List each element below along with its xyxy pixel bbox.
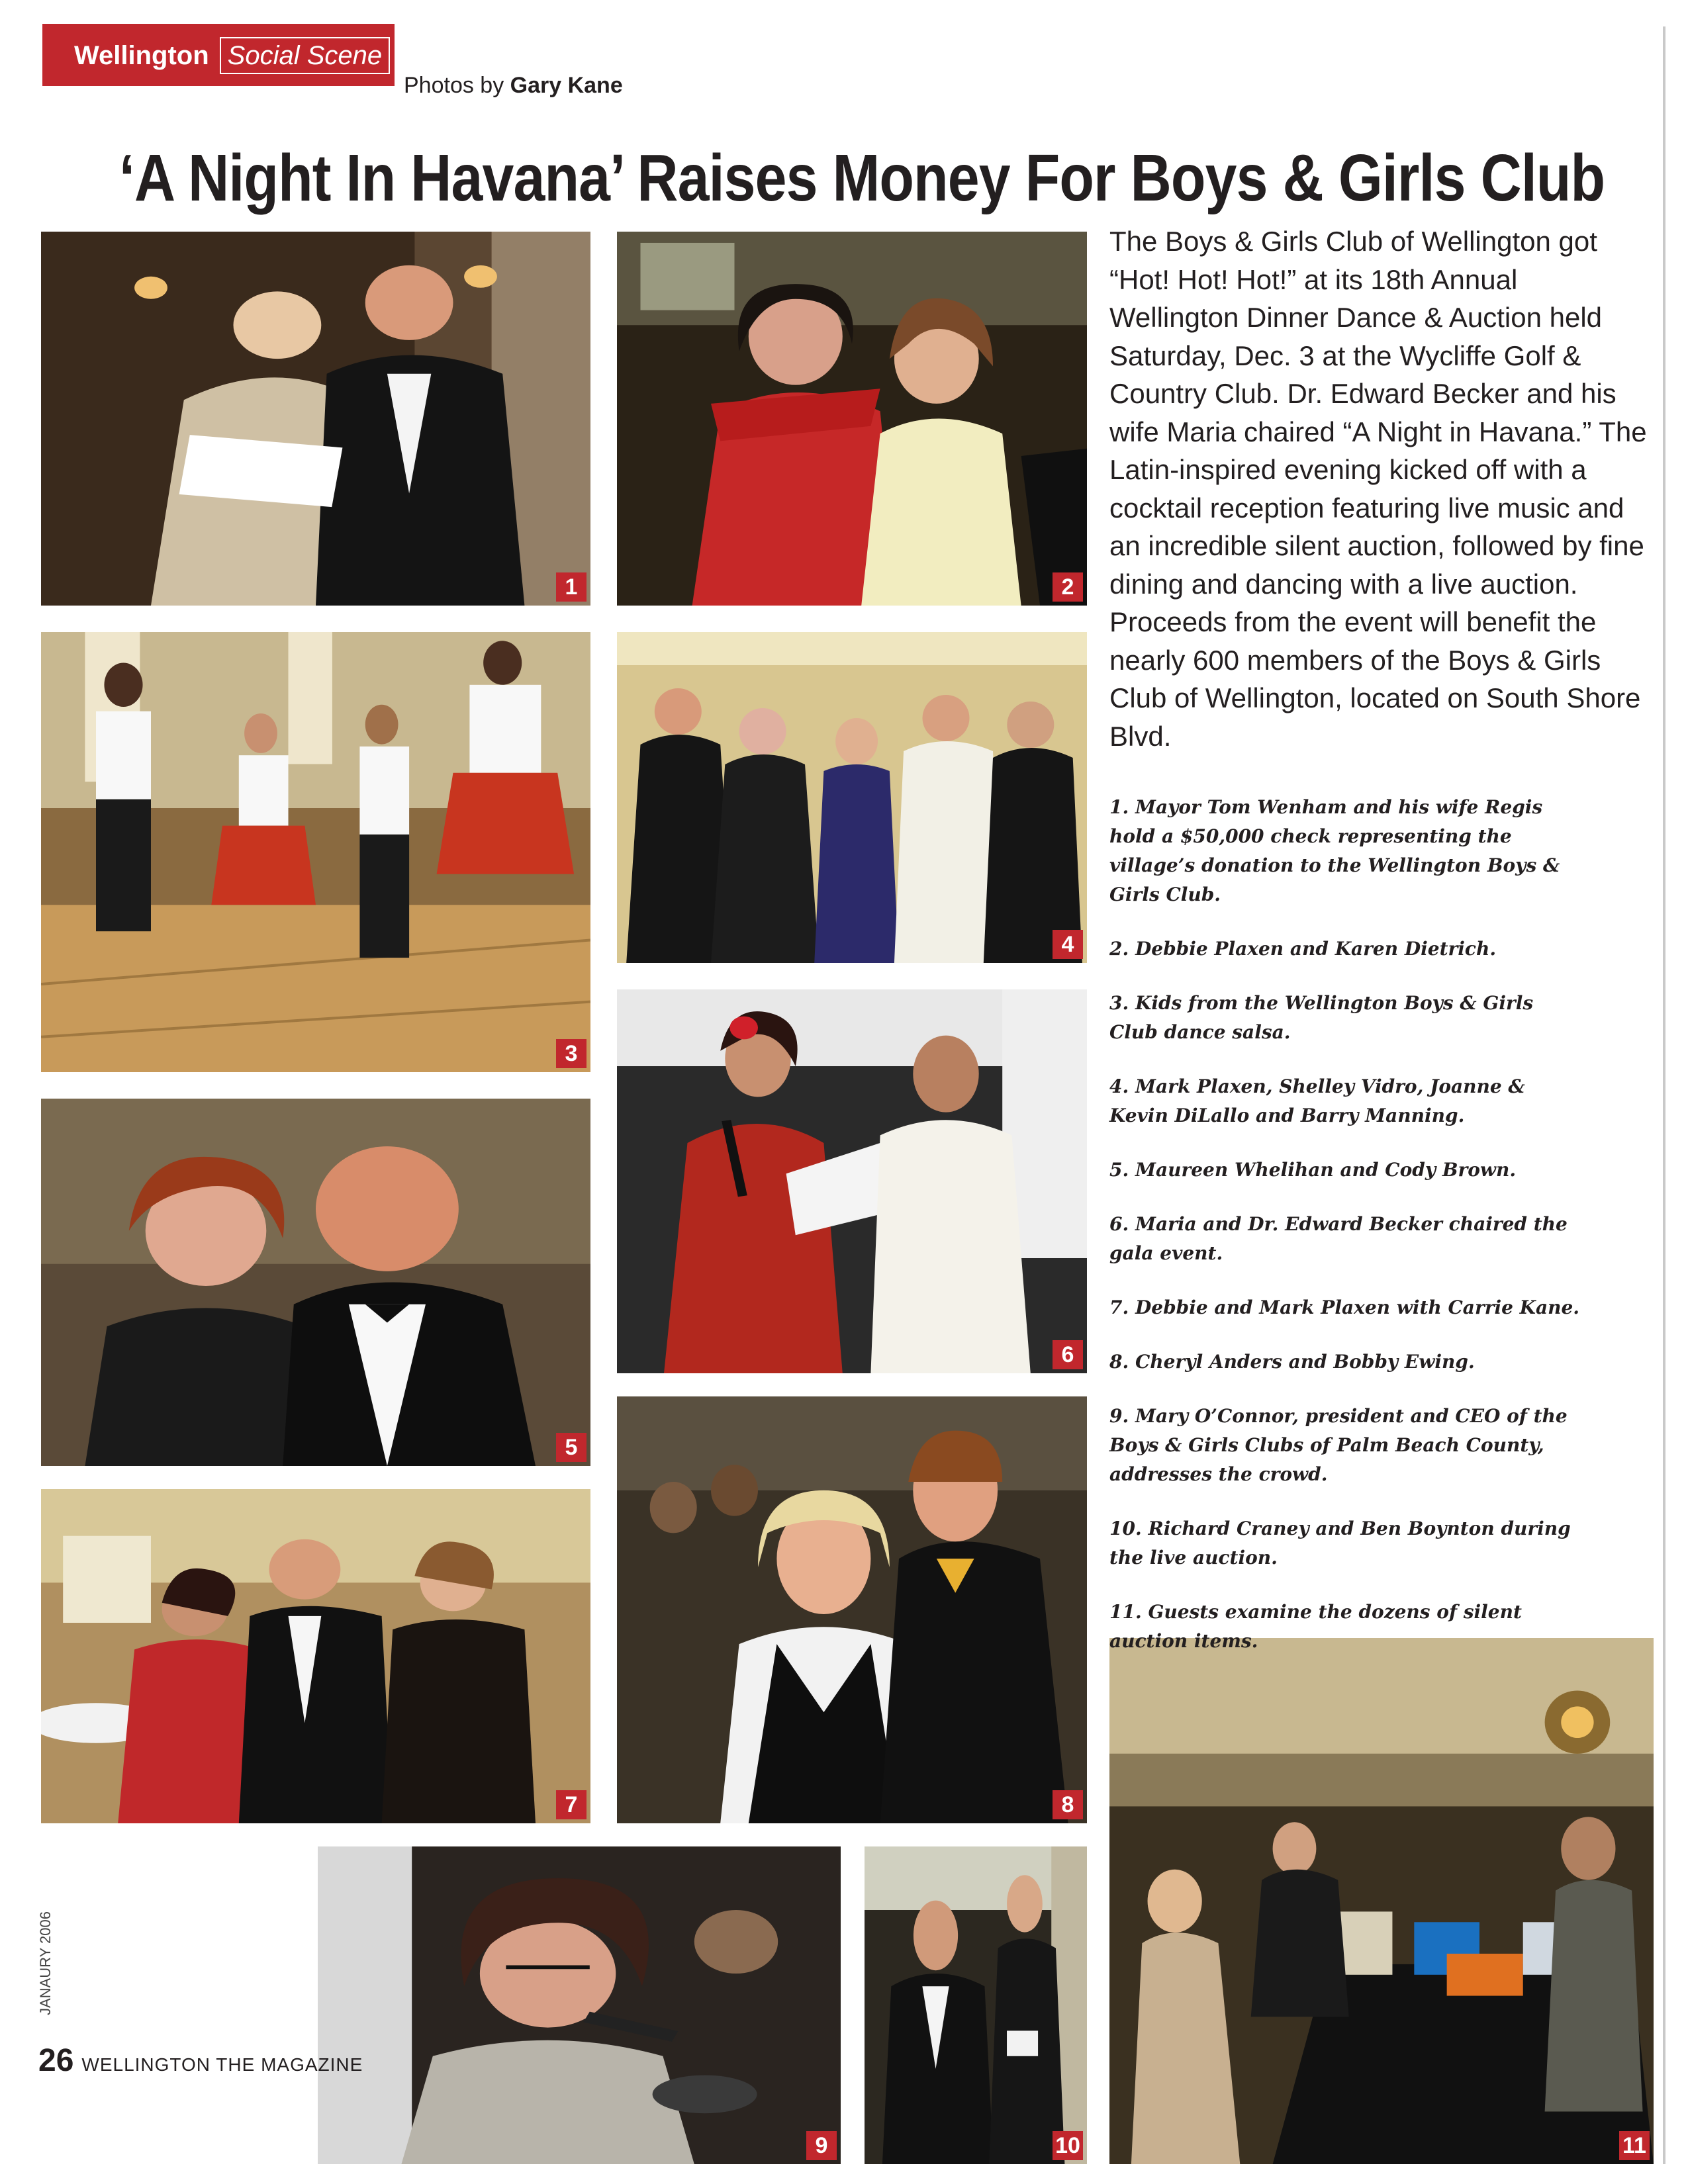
photo-number-badge: 9: [806, 2131, 837, 2160]
photo-10: [865, 1846, 1087, 2164]
photo-number-badge: 2: [1053, 572, 1083, 602]
magazine-name: WELLINGTON THE MAGAZINE: [81, 2054, 363, 2075]
photo-8-scene: [617, 1396, 1087, 1823]
caption-item: 7. Debbie and Mark Plaxen with Carrie Kane.: [1109, 1297, 1580, 1318]
photographer-name: Gary Kane: [510, 73, 623, 98]
caption-item: 8. Cheryl Anders and Bobby Ewing.: [1109, 1351, 1475, 1373]
caption-item: 4. Mark Plaxen, Shelley Vidro, Joanne & Kevin DiLallo and Barry Manning.: [1109, 1075, 1525, 1126]
section-subname: Social Scene: [220, 37, 390, 74]
section-name: Wellington: [74, 40, 209, 70]
photo-2: [617, 232, 1087, 606]
photo-11: [1109, 1638, 1654, 2164]
photo-credit: [404, 73, 623, 99]
photo-6: [617, 989, 1087, 1373]
photo-number-badge: 1: [556, 572, 586, 602]
page-edge-rule: [1663, 26, 1665, 2164]
photo-number-badge: 11: [1619, 2131, 1650, 2160]
photo-number-badge: 10: [1053, 2131, 1083, 2160]
photo-1-scene: [41, 232, 590, 606]
photo-number-badge: 6: [1053, 1340, 1083, 1369]
caption-item: 6. Maria and Dr. Edward Becker chaired the gala event.: [1109, 1213, 1568, 1264]
photo-3: [41, 632, 590, 1072]
folio: [38, 2042, 363, 2079]
caption-item: 9. Mary O’Connor, president and CEO of the Boys & Girls Clubs of Palm Beach County, addresses the crowd.: [1109, 1405, 1568, 1485]
caption-item: 5. Maureen Whelihan and Cody Brown.: [1109, 1159, 1517, 1181]
intro-paragraph: The Boys & Girls Club of Wellington got “Hot! Hot! Hot!” at its 18th Annual Wellington Dinner Dance & Auction held Saturday, Dec. 3 at the Wycliffe Golf & Country Club. Dr. Edward Becker and his wife Maria chaired “A Night in Havana.” The Latin-inspired evening kicked off with a cocktail reception featuring live music and an incredible silent auction, followed by fine dining and dancing with a live auction. Proceeds from the event will benefit the nearly 600 members of the Boys & Girls Club of Wellington, located on South Shore Blvd.: [1109, 226, 1647, 752]
section-label: [74, 29, 390, 82]
caption-item: 3. Kids from the Wellington Boys & Girls Club dance salsa.: [1109, 992, 1534, 1043]
caption-list: [1109, 793, 1586, 1681]
headline: ‘A Night In Havana’ Raises Money For Boys & Girls Club: [119, 141, 1605, 215]
photo-10-scene: [865, 1846, 1087, 2164]
photo-7-scene: [41, 1489, 590, 1823]
photo-4-scene: [617, 632, 1087, 963]
photo-number-badge: 8: [1053, 1790, 1083, 1819]
photo-8: [617, 1396, 1087, 1823]
photo-credit-prefix: Photos by: [404, 73, 510, 98]
photo-number-badge: 7: [556, 1790, 586, 1819]
photo-7: [41, 1489, 590, 1823]
page-number: 26: [38, 2043, 74, 2078]
photo-9-scene: [318, 1846, 841, 2164]
photo-number-badge: 3: [556, 1039, 586, 1068]
caption-item: 2. Debbie Plaxen and Karen Dietrich.: [1109, 938, 1497, 960]
photo-11-scene: [1109, 1638, 1654, 2164]
issue-date: JANAURY 2006: [37, 1911, 54, 2015]
photo-6-scene: [617, 989, 1087, 1373]
photo-2-scene: [617, 232, 1087, 606]
photo-9: [318, 1846, 841, 2164]
caption-item: 11. Guests examine the dozens of silent auction items.: [1109, 1601, 1522, 1652]
caption-item: 1. Mayor Tom Wenham and his wife Regis hold a $50,000 check representing the village’s donation to the Wellington Boys & Girls Club.: [1109, 796, 1560, 905]
photo-1: [41, 232, 590, 606]
photo-5-scene: [41, 1099, 590, 1466]
photo-number-badge: 5: [556, 1433, 586, 1462]
photo-3-scene: [41, 632, 590, 1072]
photo-4: [617, 632, 1087, 963]
photo-5: [41, 1099, 590, 1466]
photo-number-badge: 4: [1053, 930, 1083, 959]
caption-item: 10. Richard Craney and Ben Boynton during the live auction.: [1109, 1518, 1571, 1569]
